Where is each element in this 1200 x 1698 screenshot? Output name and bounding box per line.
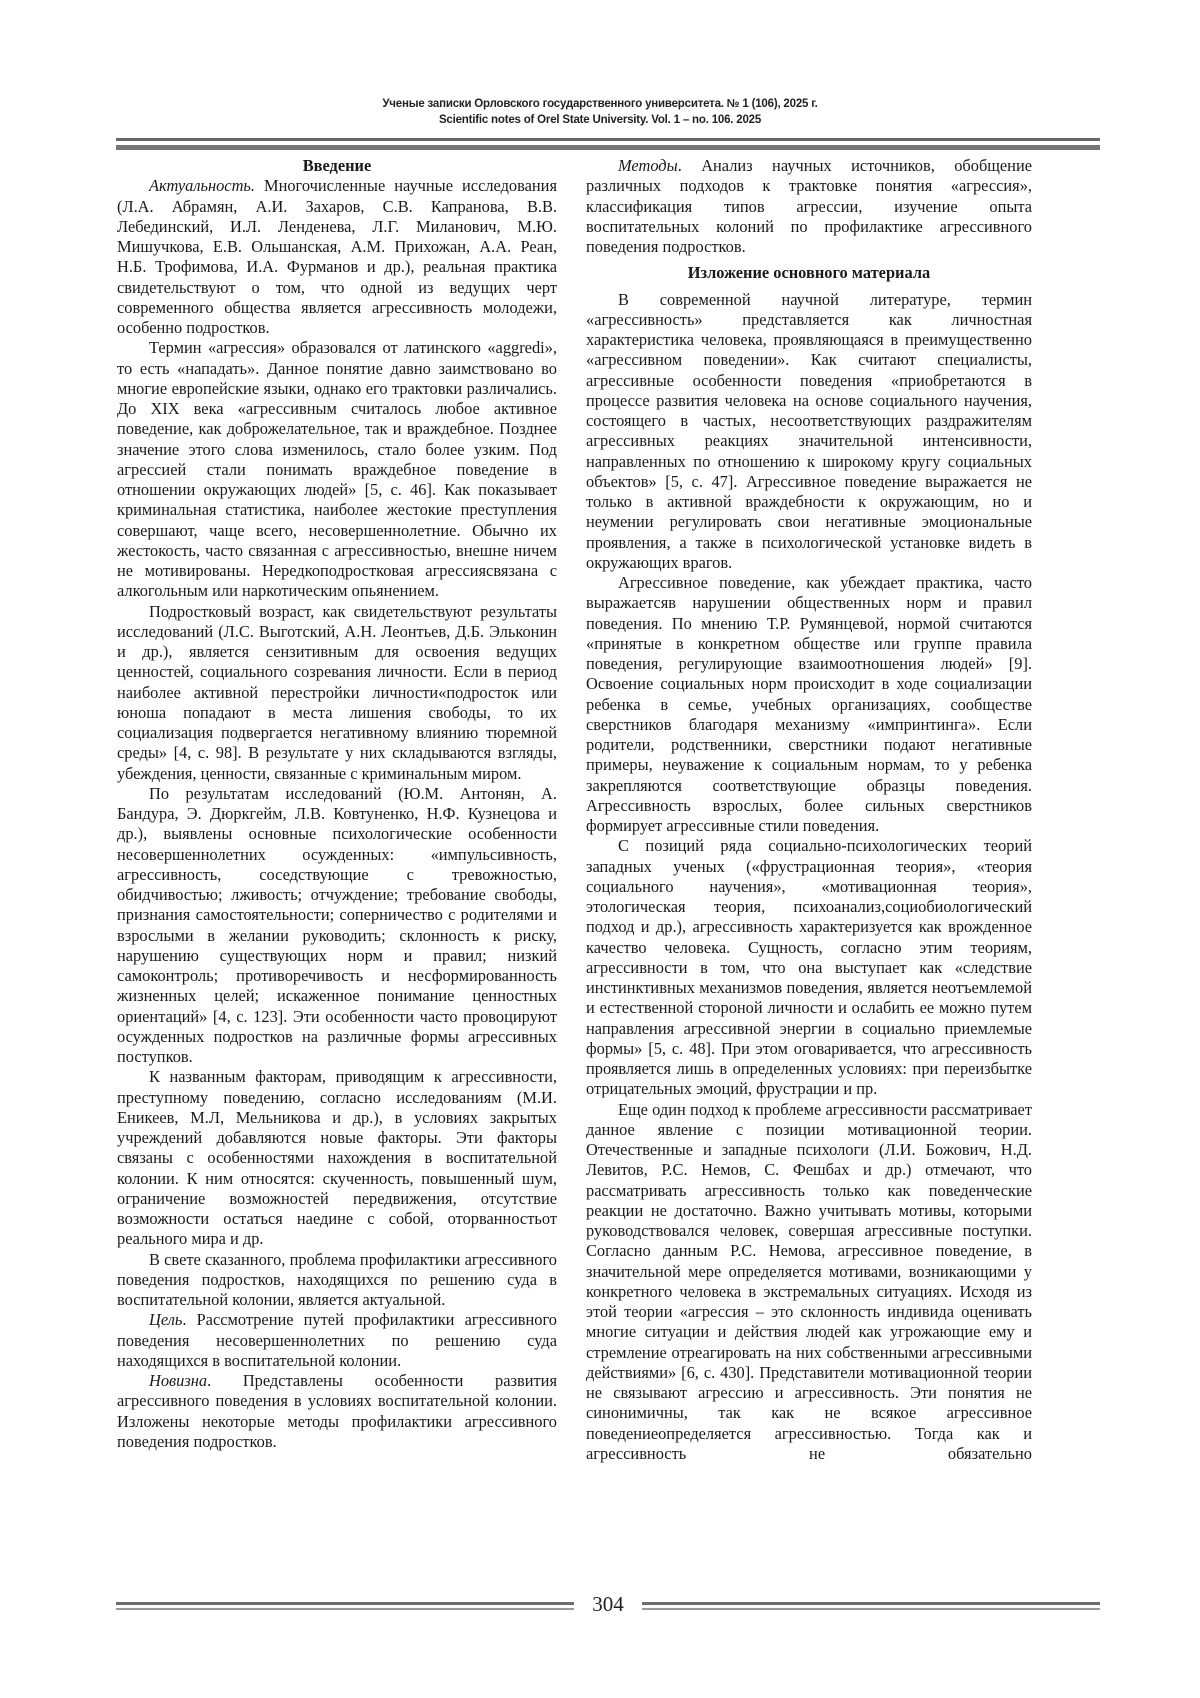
paragraph-lead: Актуальность. (149, 176, 255, 196)
paragraph: К названным факторам, приводящим к агрессивности, преступному поведению, согласно исследованиям (М.И. Еникеев, М.Л, Мельникова и др.), в условиях закрытых учреждений добавляются новые факторы. Эти факторы связаны с особенностями нахождения в воспитательной колонии. К ним относятся: скученность, повышенный шум, ограничение возможностей передвижения, отсутствие возможности остаться наедине с собой, оторванностьот реального мира и др. (117, 1067, 557, 1249)
paragraph-lead: Новизна (149, 1371, 208, 1390)
paragraph: По результатам исследований (Ю.М. Антонян, А. Бандура, Э. Дюркгейм, Л.В. Ковтуненко, Н.Ф. Кузнецова и др.), выявлены основные психологические особенности несовершеннолетних осужденных: «импульсивность, агрессивность, соседствующие с тревожностью, обидчивостью; лживость; отчуждение; требование свободы, признания самостоятельности; соперничество с родителями и взрослыми в желании руководить; склонность к риску, нарушению существующих норм и правил; низкий самоконтроль; противоречивость и несформированность жизненных целей; искаженное понимание ценностных ориентаций» [4, с. 123]. Эти особенности часто провоцируют осужденных подростков на различные формы агрессивных поступков. (117, 783, 557, 1066)
paragraph-text: . Представлены особенности развития агрессивного поведения в условиях воспитательной колонии. Изложены некоторые методы профилактики агрессивного поведения подростков. (117, 1371, 557, 1451)
section-heading-main: Изложение основного материала (687, 263, 931, 283)
footer-rule-left (116, 1602, 574, 1605)
paragraph: В свете сказанного, проблема профилактики агрессивного поведения подростков, находящихся по решению суда в воспитательной колонии, является актуальной. (117, 1249, 557, 1309)
footer-rule-right (642, 1602, 1100, 1605)
journal-title-en: Scientific notes of Orel State University. Vol. 1 – no. 106. 2025 (438, 114, 762, 126)
journal-title-ru: Ученые записки Орловского государственного университета. № 1 (106), 2025 г. (382, 98, 818, 110)
paragraph: С позиций ряда социально-психологических теорий западных ученых («фрустрационная теория», «теория социального научения», «мотивационная теория», этологическая теория, психоанализ,социобиологический подход и др.), агрессивность характеризуется как врожденное качество человека. Сущность, согласно этим теориям, агрессивности в том, что она выступает как «следствие инстинктивных механизмов поведения, является неотъемлемой и естественной стороной личности и ослабить ее можно путем направления агрессивной энергии в социально приемлемые формы» [5, с. 48]. При этом оговаривается, что агрессивность проявляется лишь в определенных условиях: при переизбытке отрицательных эмоций, фрустрации и пр. (586, 836, 1032, 1099)
paragraph-novelty (117, 1371, 557, 1452)
paragraph-text: Многочисленные научные исследования (Л.А. Абрамян, А.И. Захаров, С.В. Капранова, В.В. Лебединский, И.Л. Ленденева, Л.Г. Миланович, М.Ю. Мишучкова, Е.В. Ольшанская, А.М. Прихожан, А.А. Реан, Н.Б. Трофимова, И.А. Фурманов и др.), реальная практика свидетельствуют о том, что одной из ведущих черт современного общества является агрессивность молодежи, особенно подростков. (117, 176, 557, 337)
running-header (0, 96, 1200, 128)
paragraph-lead: Цель (149, 1310, 183, 1330)
page-number: 304 (592, 1592, 624, 1616)
paragraph-methods (586, 156, 1032, 257)
paragraph: Агрессивное поведение, как убеждает практика, часто выражаетсяв нарушении общественных норм и правил поведения. По мнению Т.Р. Румянцевой, нормой считаются «принятые в конкретном обществе или группе правила поведения, регулирующие взаимоотношения людей» [9]. Освоение социальных норм происходит в ходе социализации ребенка в семье, учебных организациях, сообществе сверстников благодаря механизму «импринтинга». Если родители, родственники, сверстники подают негативные примеры, неуважение к социальным нормам, то у ребенка закрепляются соответствующие образцы поведения. Агрессивность взрослых, более сильных сверстников формирует агрессивные стили поведения. (586, 573, 1032, 835)
page-footer (116, 1592, 1100, 1628)
right-column (586, 156, 1032, 1464)
paragraph: Подростковый возраст, как свидетельствуют результаты исследований (Л.С. Выготский, А.Н. Леонтьев, Д.Б. Эльконин и др.), является сензитивным для освоения ведущих ценностей, социального созревания личности. Если в период наиболее активной перестройки личности«подросток или юноша попадают в места лишения свободы, то их социализация подвергается негативному влиянию тюремной среды» [4, с. 98]. В результате у них складываются взгляды, убеждения, ценности, связанные с криминальным миром. (117, 601, 557, 783)
paragraph: Термин «агрессия» образовался от латинского «aggredi», то есть «нападать». Данное понятие давно заимствовано во многие европейские языки, однако его трактовки различались. До XIX века «агрессивным считалось любое активное поведение, как доброжелательное, так и враждебное. Позднее значение этого слова изменилось, стало более узким. Под агрессией стали понимать враждебное поведение в отношении окружающих людей» [5, с. 46]. Как показывает криминальная статистика, наиболее жестокие преступления совершают, чаще всего, несовершеннолетние. Обычно их жестокость, часто связанная с агрессивностью, внешне ничем не мотивированы. Нередкоподростковая агрессиясвязана с алкогольным или наркотическим опьянением. (117, 338, 557, 601)
paragraph: В современной научной литературе, термин «агрессивность» представляется как личностная характеристика человека, проявляющаяся в преимущественно «агрессивном поведении». Как считают специалисты, агрессивные особенности поведения «приобретаются в процессе развития человека на основе социального научения, состоящего в частых, несоответствующих раздражителям агрессивных реакциях значительной интенсивности, направленных по отношению к широкому кругу социальных объектов» [5, с. 47]. Агрессивное поведение выражается не только в активной враждебности к окружающим, но и неумении регулировать свои негативные эмоциональные проявления, а также в психологической установке видеть в окружающих врагов. (586, 289, 1032, 572)
footer-rule-right-thin (642, 1608, 1100, 1610)
left-column (117, 156, 557, 1452)
header-rule-thick (116, 145, 1100, 150)
paragraph-relevance (117, 176, 557, 338)
paragraph-text: . Рассмотрение путей профилактики агрессивного поведения несовершеннолетних по решению суда находящихся в воспитательной колонии. (117, 1310, 557, 1370)
paragraph: Еще один подход к проблеме агрессивности рассматривает данное явление с позиции мотивационной теории. Отечественные и западные психологи (Л.И. Божович, Н.Д. Левитов, Р.С. Немов, С. Фешбах и др.) отмечают, что рассматривать агрессивность только как поведенческие реакции не достаточно. Важно учитывать мотивы, которыми руководствовался человек, совершая агрессивные поступки. Согласно данным Р.С. Немова, агрессивное поведение, в значительной мере определяется мотивами, возникающими у конкретного человека в экстремальных ситуациях. Исходя из этой теории «агрессия – это склонность индивида оценивать многие ситуации и действия людей как угрожающие ему и стремление отреагировать на них собственными агрессивными действиями» [6, с. 430]. Представители мотивационной теории не связывают агрессию и агрессивность. Эти понятия не синонимичны, так как не всякое агрессивное поведениеопределяется агрессивностью. Тогда как и агрессивность не обязательно (586, 1099, 1032, 1463)
paragraph-text: . Анализ научных источников, обобщение различных подходов к трактовке понятия «агрессия», классификация типов агрессии, изучение опыта воспитательных колоний по профилактике агрессивного поведения подростков. (586, 156, 1032, 256)
paragraph-goal (117, 1310, 557, 1371)
section-heading-introduction: Введение (302, 156, 372, 175)
header-rule (116, 138, 1100, 141)
paragraph-lead: Методы (618, 156, 678, 175)
footer-rule-left-thin (116, 1608, 574, 1610)
